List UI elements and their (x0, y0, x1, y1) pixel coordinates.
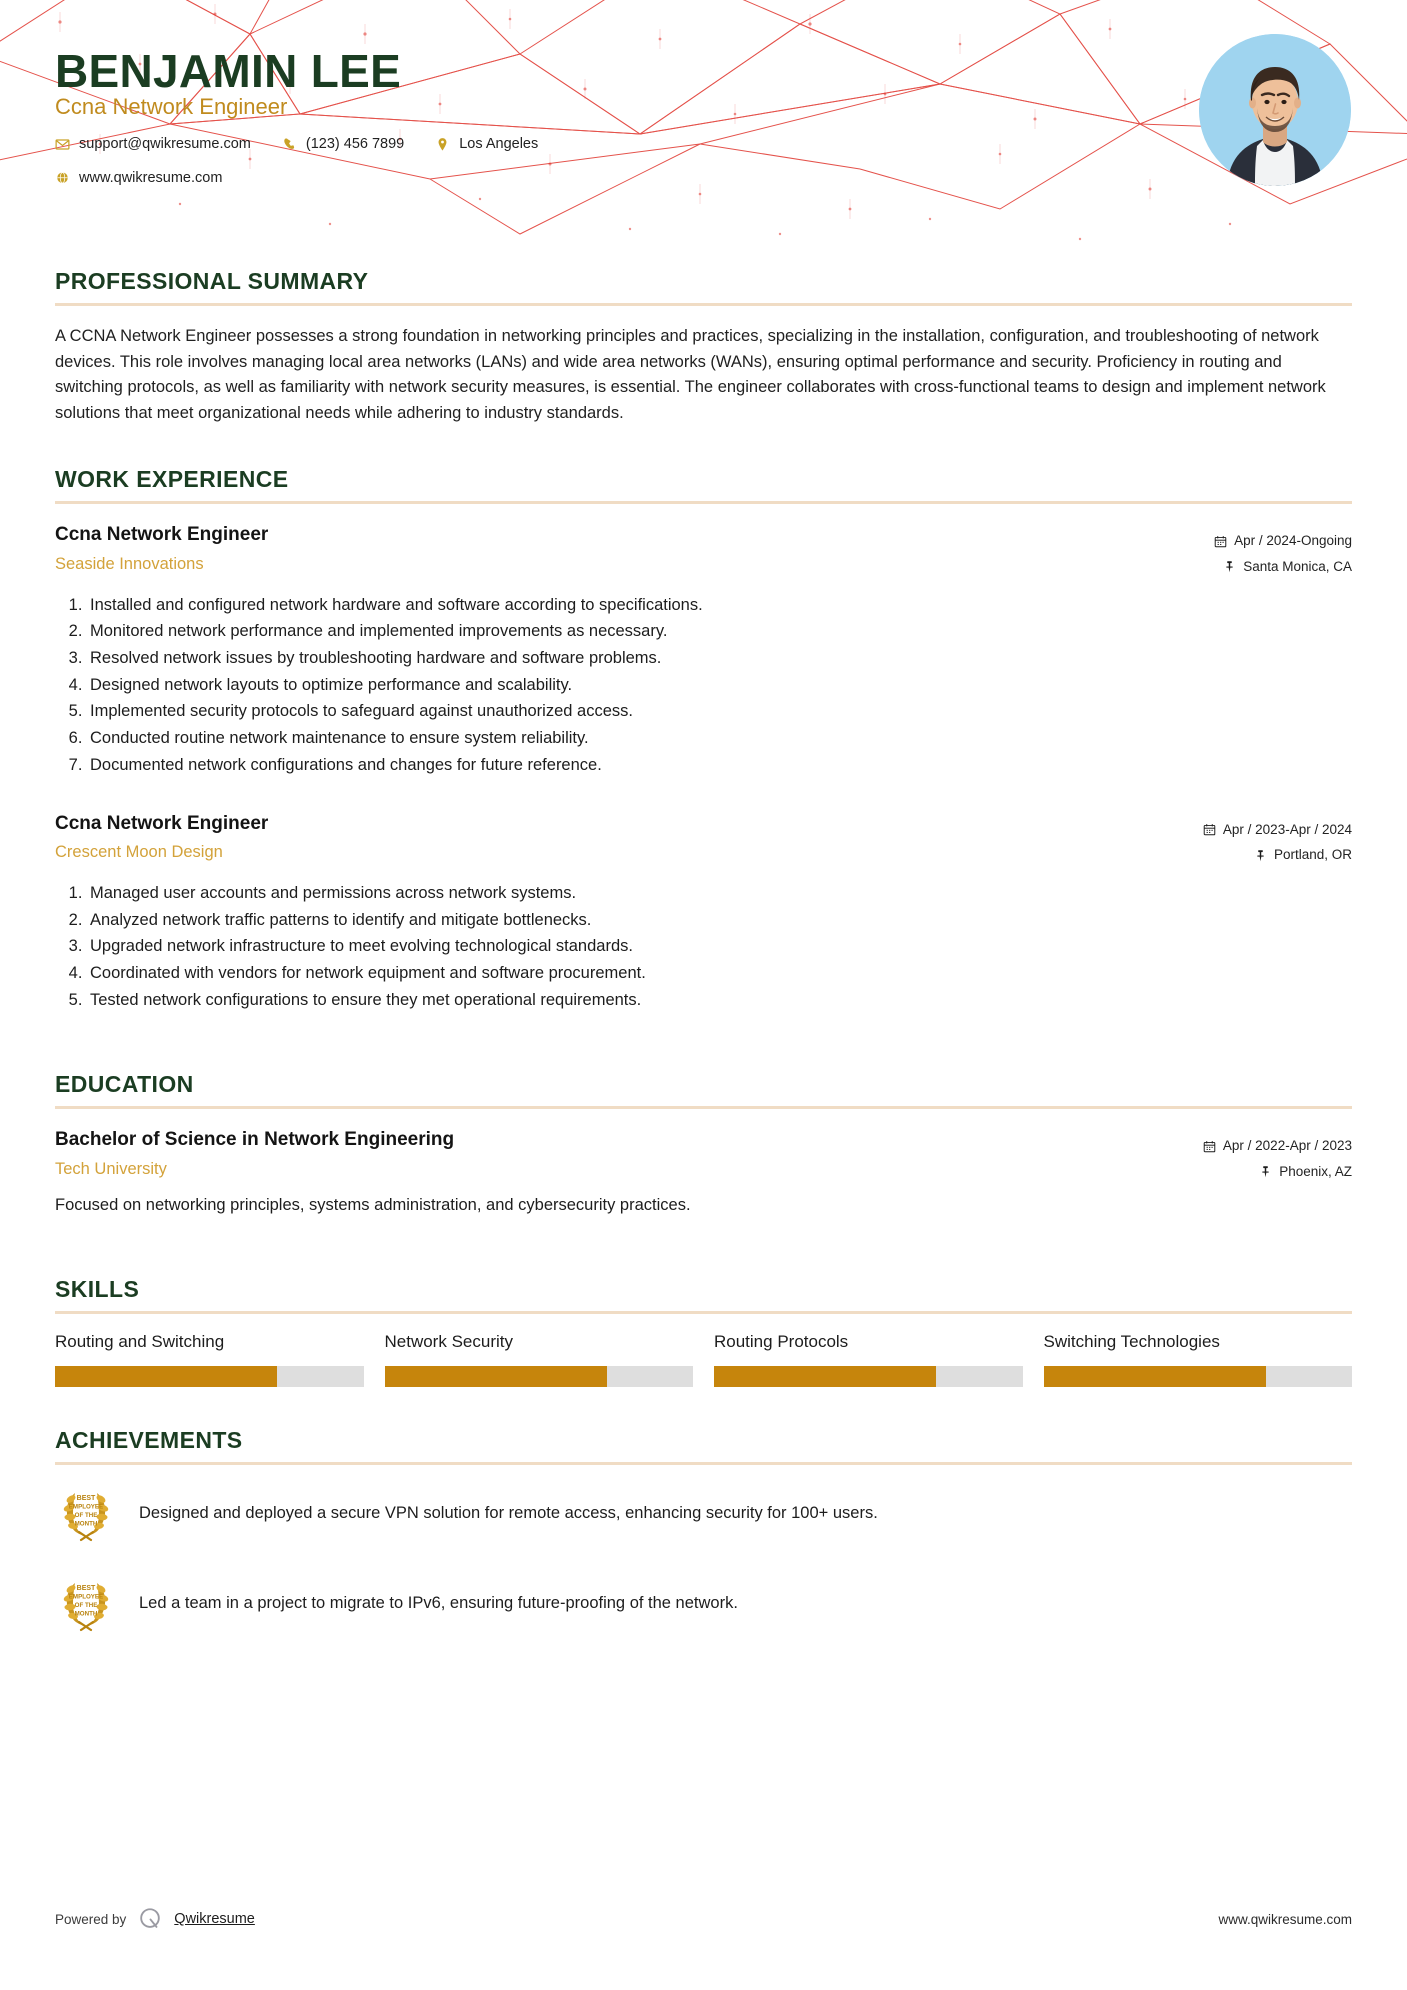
experience-location-text: Portland, OR (1273, 847, 1352, 863)
contact-email[interactable] (55, 136, 251, 152)
avatar (1199, 34, 1351, 186)
section-title-education: EDUCATION (55, 1071, 194, 1098)
experience-entry (55, 811, 1352, 1014)
contact-row-primary (55, 136, 560, 152)
footer-powered-by (55, 1906, 255, 1932)
list-item: 3. Resolved network issues by troubleshooting hardware and software problems. (87, 645, 1352, 672)
contact-row-website (55, 170, 244, 186)
skill-label: Routing Protocols (714, 1332, 849, 1352)
footer-brand-link[interactable]: Qwikresume (174, 1911, 255, 1927)
education-dates-text: Apr / 2022-Apr / 2023 (1222, 1138, 1352, 1154)
skill-progress-track (1044, 1366, 1353, 1387)
education-entry (55, 1127, 1352, 1218)
section-title-summary: PROFESSIONAL SUMMARY (55, 268, 369, 294)
skill-progress-track (55, 1366, 364, 1387)
education-location (1142, 1159, 1352, 1185)
experience-location (1142, 842, 1352, 868)
skill-progress-fill (385, 1366, 607, 1387)
education-entry-header (55, 1127, 1352, 1184)
contact-location (435, 136, 538, 152)
section-title-skills: SKILLS (55, 1276, 140, 1303)
svg-text:MONTH: MONTH (74, 1610, 98, 1618)
experience-dates (1142, 528, 1352, 554)
qwikresume-logo-icon (137, 1906, 163, 1932)
skill-progress-fill (1044, 1366, 1266, 1387)
page-footer (0, 1906, 1407, 1932)
skill-item (1044, 1332, 1353, 1386)
candidate-name: BENJAMIN LEE (55, 45, 402, 97)
envelope-icon (55, 137, 70, 152)
contact-location-text: Los Angeles (459, 136, 539, 152)
skill-progress-fill (55, 1366, 277, 1387)
experience-dates-text: Apr / 2023-Apr / 2024 (1222, 821, 1352, 837)
list-item: 1. Installed and configured network hardware and software according to specifications. (87, 592, 1352, 619)
svg-text:OF THE: OF THE (74, 1511, 98, 1519)
list-item: 2. Monitored network performance and implemented improvements as necessary. (87, 618, 1352, 645)
skill-label: Switching Technologies (1043, 1332, 1220, 1352)
contact-phone[interactable] (282, 136, 404, 152)
experience-entry-header (55, 522, 1352, 579)
list-item: 7. Documented network configurations and changes for future reference. (87, 752, 1352, 779)
experience-entry-header (55, 811, 1352, 868)
contact-website-text: www.qwikresume.com (79, 170, 223, 186)
achievement-item (55, 1573, 1352, 1635)
skill-item (55, 1332, 364, 1386)
section-education (0, 1071, 1407, 1218)
skill-progress-fill (714, 1366, 936, 1387)
svg-text:EMPLOYEE: EMPLOYEE (68, 1593, 104, 1601)
list-item: 6. Conducted routine network maintenance to ensure system reliability. (87, 725, 1352, 752)
list-item: 3. Upgraded network infrastructure to meet evolving technological standards. (87, 933, 1352, 960)
education-degree: Bachelor of Science in Network Engineering (55, 1129, 455, 1151)
skill-progress-track (385, 1366, 694, 1387)
section-professional-summary (0, 268, 1407, 426)
svg-text:BEST: BEST (76, 1494, 96, 1502)
svg-text:BEST: BEST (76, 1584, 96, 1592)
experience-dates-text: Apr / 2024-Ongoing (1234, 533, 1352, 549)
section-skills (0, 1276, 1407, 1386)
svg-text:OF THE: OF THE (74, 1601, 98, 1609)
svg-text:EMPLOYEE: EMPLOYEE (68, 1503, 104, 1511)
calendar-icon (1203, 823, 1216, 836)
footer-website: www.qwikresume.com (1218, 1911, 1352, 1927)
experience-bullet-list (55, 592, 1352, 779)
section-title-experience: WORK EXPERIENCE (55, 466, 289, 493)
avatar-photo (1199, 34, 1351, 186)
phone-icon (282, 137, 297, 152)
contact-email-text: support@qwikresume.com (79, 136, 251, 152)
footer-powered-by-label: Powered by (55, 1911, 127, 1927)
section-divider (55, 1106, 1352, 1109)
list-item: 1. Managed user accounts and permissions across network systems. (87, 880, 1352, 907)
resume-header (0, 0, 1407, 268)
globe-icon (55, 171, 70, 186)
experience-dates (1142, 817, 1352, 843)
contact-website[interactable] (55, 170, 222, 186)
experience-location (1142, 554, 1352, 580)
section-divider (55, 303, 1352, 306)
skill-progress-track (714, 1366, 1023, 1387)
best-employee-badge-icon (55, 1483, 117, 1545)
section-divider (55, 501, 1352, 504)
section-achievements (0, 1427, 1407, 1635)
summary-text: A CCNA Network Engineer possesses a strong foundation in networking principles and practices, specializing in the installation, configuration, and troubleshooting of network devices. This role involves managing local area networks (LANs) and wide area networks (WANs), ensuring optimal performance and security. Proficiency in routing and switching protocols, as well as familiarity with network security measures, is essential. The engineer collaborates with cross-functional teams to design and implement network solutions that meet organizational needs while adhering to industry standards. (55, 327, 1326, 422)
calendar-icon (1214, 535, 1227, 548)
achievement-text: Led a team in a project to migrate to IPv6, ensuring future-proofing of the network. (139, 1594, 738, 1613)
skill-item (714, 1332, 1023, 1386)
location-pin-icon (435, 137, 450, 152)
list-item: 5. Tested network configurations to ensure they met operational requirements. (87, 987, 1352, 1014)
education-location-text: Phoenix, AZ (1279, 1164, 1352, 1180)
education-institution: Tech University (55, 1160, 167, 1179)
achievement-item (55, 1483, 1352, 1545)
list-item: 5. Implemented security protocols to safeguard against unauthorized access. (87, 698, 1352, 725)
candidate-job-title: Ccna Network Engineer (55, 94, 288, 119)
section-title-achievements: ACHIEVEMENTS (55, 1426, 243, 1453)
experience-location-text: Santa Monica, CA (1243, 558, 1352, 574)
experience-role: Ccna Network Engineer (55, 524, 269, 546)
experience-role: Ccna Network Engineer (55, 812, 269, 834)
list-item: 4. Coordinated with vendors for network equipment and software procurement. (87, 960, 1352, 987)
skills-grid (55, 1332, 1352, 1386)
achievement-text: Designed and deployed a secure VPN solution for remote access, enhancing security for 100+ users. (139, 1504, 878, 1523)
section-work-experience (0, 466, 1407, 1013)
education-description: Focused on networking principles, systems administration, and cybersecurity practices. (55, 1195, 691, 1214)
skill-label: Routing and Switching (55, 1332, 225, 1352)
experience-organization: Seaside Innovations (55, 554, 204, 573)
map-pin-icon (1259, 1165, 1272, 1178)
section-divider (55, 1462, 1352, 1465)
svg-text:MONTH: MONTH (74, 1520, 98, 1528)
list-item: 2. Analyzed network traffic patterns to identify and mitigate bottlenecks. (87, 907, 1352, 934)
education-dates (1142, 1133, 1352, 1159)
experience-entry (55, 522, 1352, 778)
calendar-icon (1203, 1140, 1216, 1153)
best-employee-badge-icon (55, 1573, 117, 1635)
experience-organization: Crescent Moon Design (55, 843, 223, 862)
contact-phone-text: (123) 456 7899 (305, 136, 405, 152)
network-pattern-background (0, 0, 1407, 244)
map-pin-icon (1254, 849, 1267, 862)
section-divider (55, 1311, 1352, 1314)
map-pin-icon (1223, 560, 1236, 573)
experience-bullet-list (55, 880, 1352, 1014)
skill-label: Network Security (384, 1332, 513, 1352)
list-item: 4. Designed network layouts to optimize performance and scalability. (87, 672, 1352, 699)
skill-item (385, 1332, 694, 1386)
